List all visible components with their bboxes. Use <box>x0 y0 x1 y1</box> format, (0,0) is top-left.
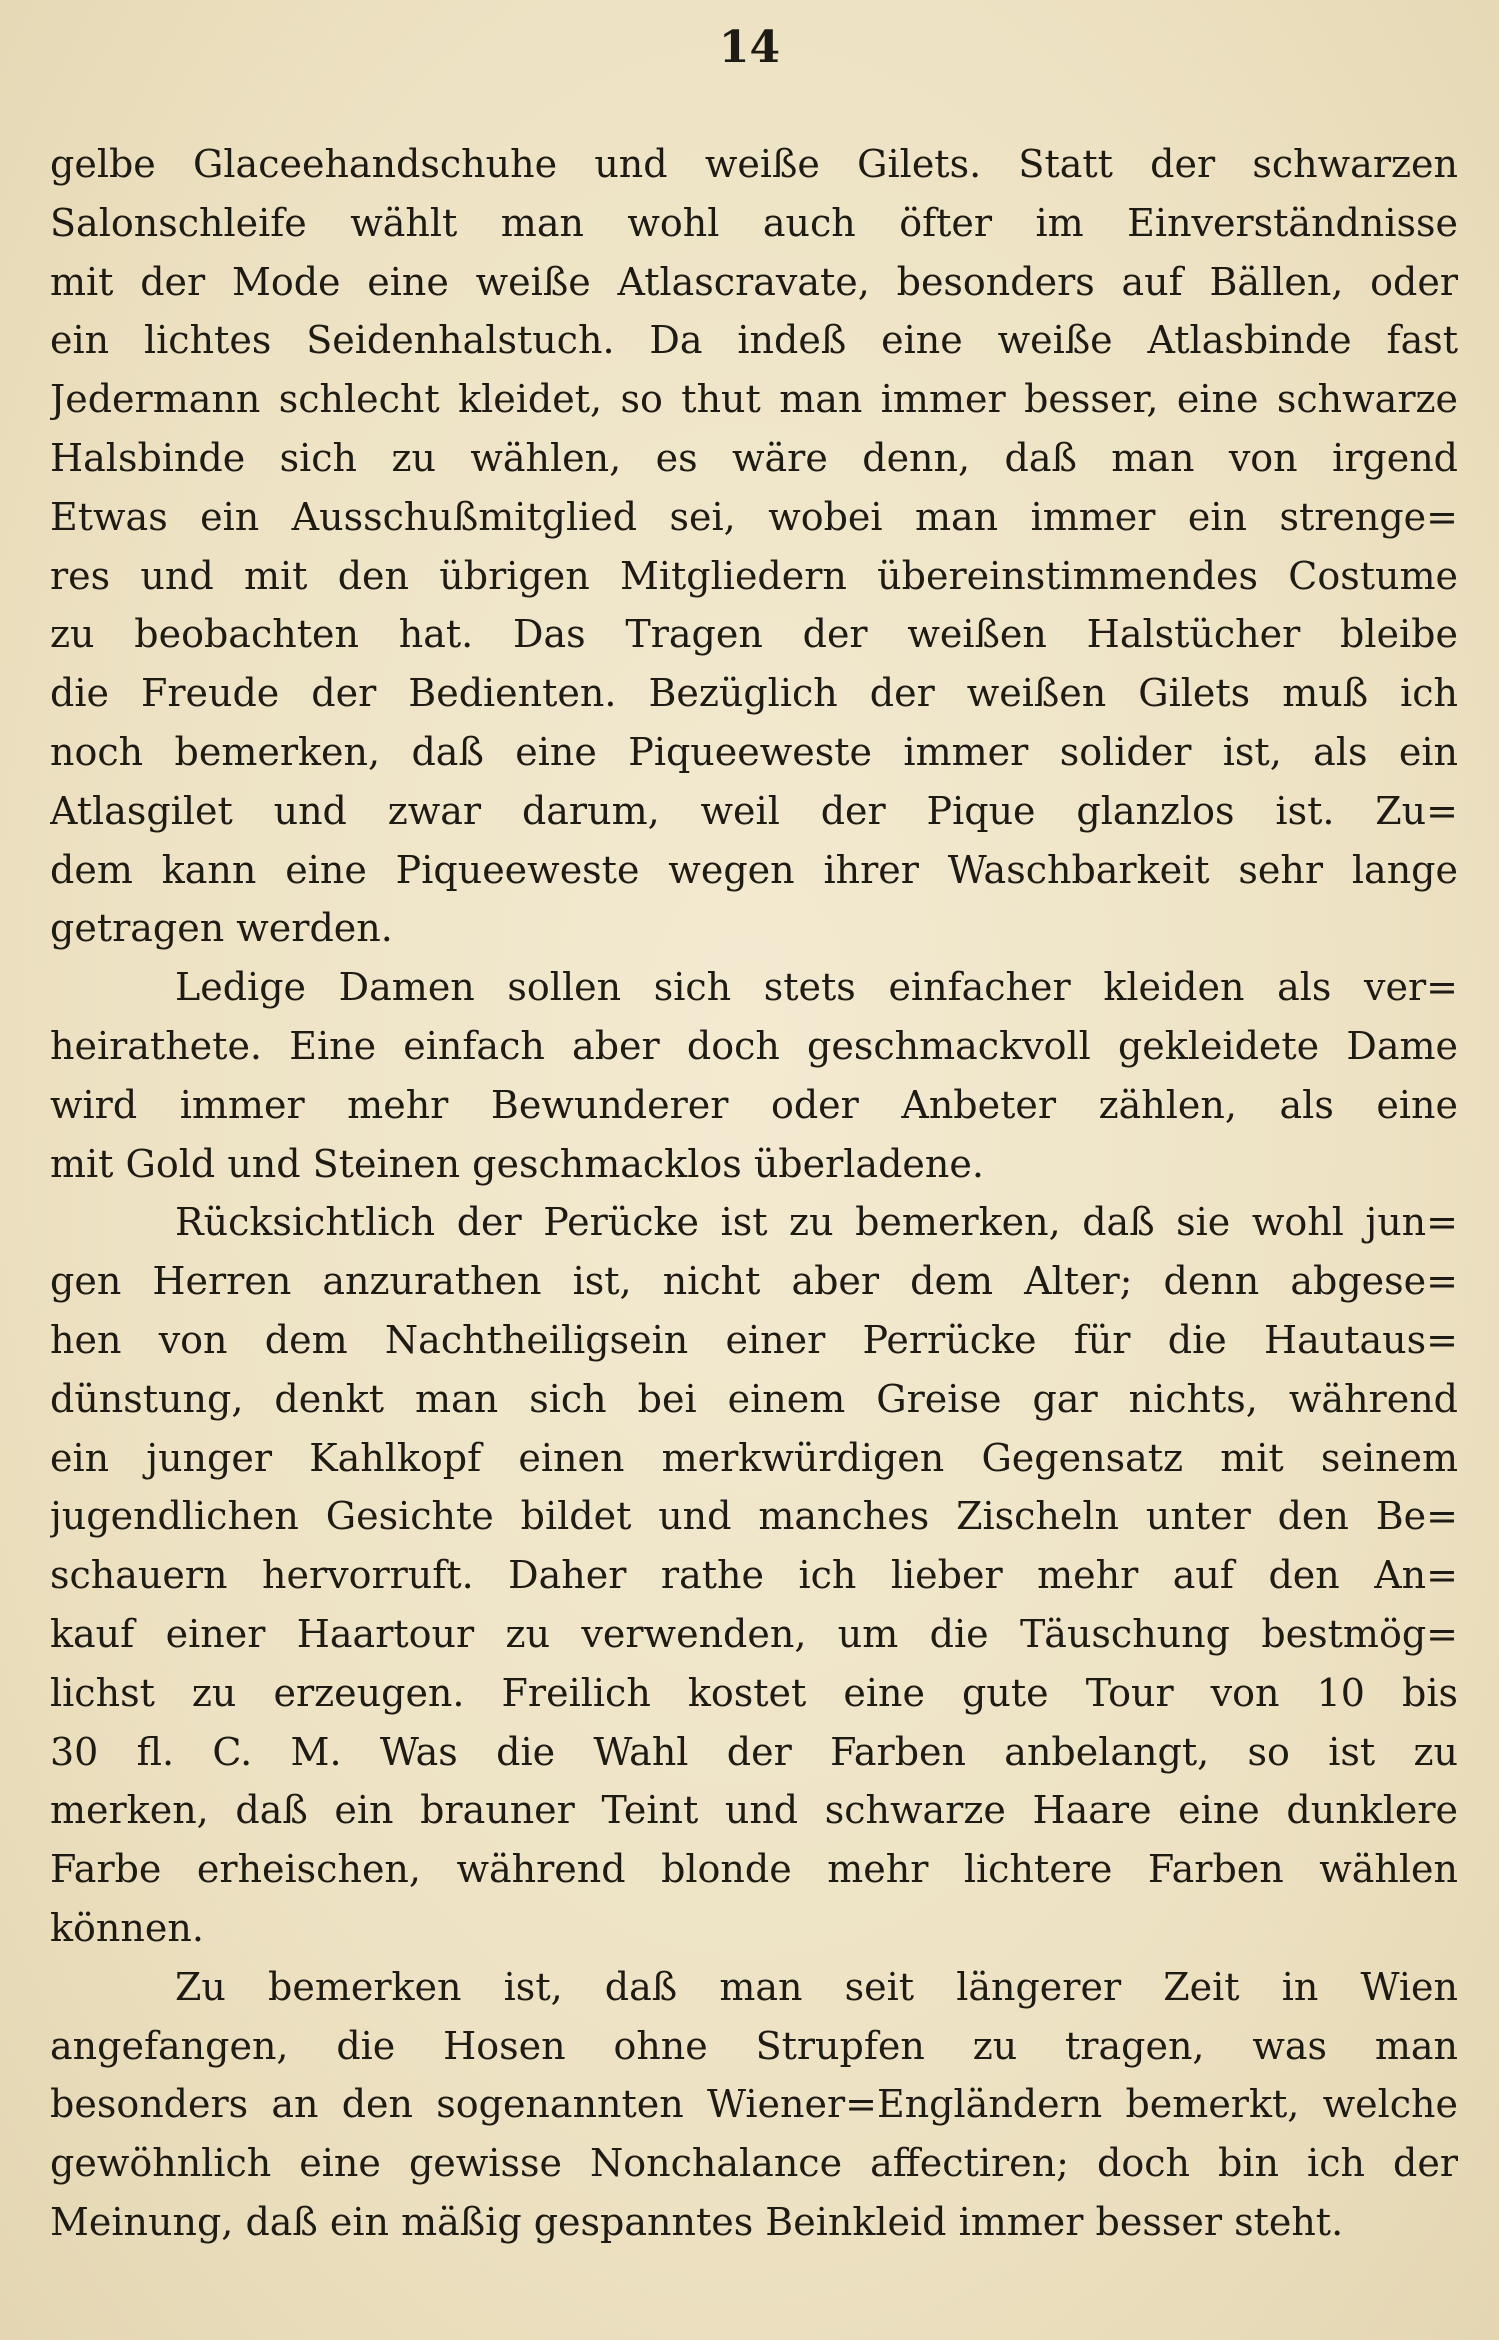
paragraph <box>50 1193 1458 1957</box>
text-line: die Freude der Bedienten. Bezüglich der weißen Gilets muß ich <box>50 671 1458 716</box>
text-line: heirathete. Eine einfach aber doch geschmackvoll gekleidete Dame <box>50 1023 1458 1068</box>
text-line: dem kann eine Piqueeweste wegen ihrer Waschbarkeit sehr lange <box>50 847 1458 892</box>
text-line: mit Gold und Steinen geschmacklos überladene. <box>50 1141 984 1186</box>
text-line: Salonschleife wählt man wohl auch öfter im Einverständnisse <box>50 200 1458 245</box>
text-line: Etwas ein Ausschußmitglied sei, wobei man immer ein strenge= <box>50 494 1458 539</box>
text-line: hen von dem Nachtheiligsein einer Perrücke für die Hautaus= <box>50 1317 1458 1362</box>
text-line: merken, daß ein brauner Teint und schwarze Haare eine dunklere <box>50 1788 1458 1833</box>
paragraph <box>50 135 1458 958</box>
text-line: lichst zu erzeugen. Freilich kostet eine gute Tour von 10 bis <box>50 1670 1458 1715</box>
text-line: angefangen, die Hosen ohne Strupfen zu tragen, was man <box>50 2023 1458 2068</box>
text-line: schauern hervorruft. Daher rathe ich lieber mehr auf den An= <box>50 1553 1458 1598</box>
text-line: getragen werden. <box>50 906 393 951</box>
text-line: wird immer mehr Bewunderer oder Anbeter zählen, als eine <box>50 1082 1458 1127</box>
text-line: Zu bemerken ist, daß man seit längerer Zeit in Wien <box>175 1964 1458 2009</box>
text-line: kauf einer Haartour zu verwenden, um die Täuschung bestmög= <box>50 1611 1458 1656</box>
paragraph <box>50 958 1458 1193</box>
text-line: ein lichtes Seidenhalstuch. Da indeß eine weiße Atlasbinde fast <box>50 318 1458 363</box>
text-line: noch bemerken, daß eine Piqueeweste immer solider ist, als ein <box>50 729 1458 774</box>
paragraph <box>50 1958 1458 2252</box>
text-line: zu beobachten hat. Das Tragen der weißen Halstücher bleibe <box>50 612 1458 657</box>
text-line: ein junger Kahlkopf einen merkwürdigen Gegensatz mit seinem <box>50 1435 1458 1480</box>
text-line: dünstung, denkt man sich bei einem Greise gar nichts, während <box>50 1376 1458 1421</box>
text-line: Rücksichtlich der Perücke ist zu bemerken, daß sie wohl jun= <box>175 1200 1458 1245</box>
text-line: res und mit den übrigen Mitgliedern übereinstimmendes Costume <box>50 553 1458 598</box>
text-line: Meinung, daß ein mäßig gespanntes Beinkleid immer besser steht. <box>50 2199 1344 2244</box>
body-text <box>50 135 1458 2252</box>
text-line: mit der Mode eine weiße Atlascravate, besonders auf Bällen, oder <box>50 259 1458 304</box>
text-line: können. <box>50 1905 204 1950</box>
text-line: 30 fl. C. M. Was die Wahl der Farben anbelangt, so ist zu <box>50 1729 1458 1774</box>
text-line: gen Herren anzurathen ist, nicht aber dem Alter; denn abgese= <box>50 1259 1458 1304</box>
text-line: Atlasgilet und zwar darum, weil der Pique glanzlos ist. Zu= <box>50 788 1458 833</box>
text-line: Farbe erheischen, während blonde mehr lichtere Farben wählen <box>50 1847 1458 1892</box>
text-line: besonders an den sogenannten Wiener=Engländern bemerkt, welche <box>50 2082 1458 2127</box>
text-line: gewöhnlich eine gewisse Nonchalance affectiren; doch bin ich der <box>50 2141 1458 2186</box>
text-line: Halsbinde sich zu wählen, es wäre denn, daß man von irgend <box>50 435 1458 480</box>
text-line: Ledige Damen sollen sich stets einfacher kleiden als ver= <box>175 965 1458 1010</box>
text-line: gelbe Glaceehandschuhe und weiße Gilets. Statt der schwarzen <box>50 142 1458 186</box>
page-number: 14 <box>718 22 781 73</box>
text-line: jugendlichen Gesichte bildet und manches Zischeln unter den Be= <box>50 1494 1458 1539</box>
text-line: Jedermann schlecht kleidet, so thut man immer besser, eine schwarze <box>50 377 1458 422</box>
